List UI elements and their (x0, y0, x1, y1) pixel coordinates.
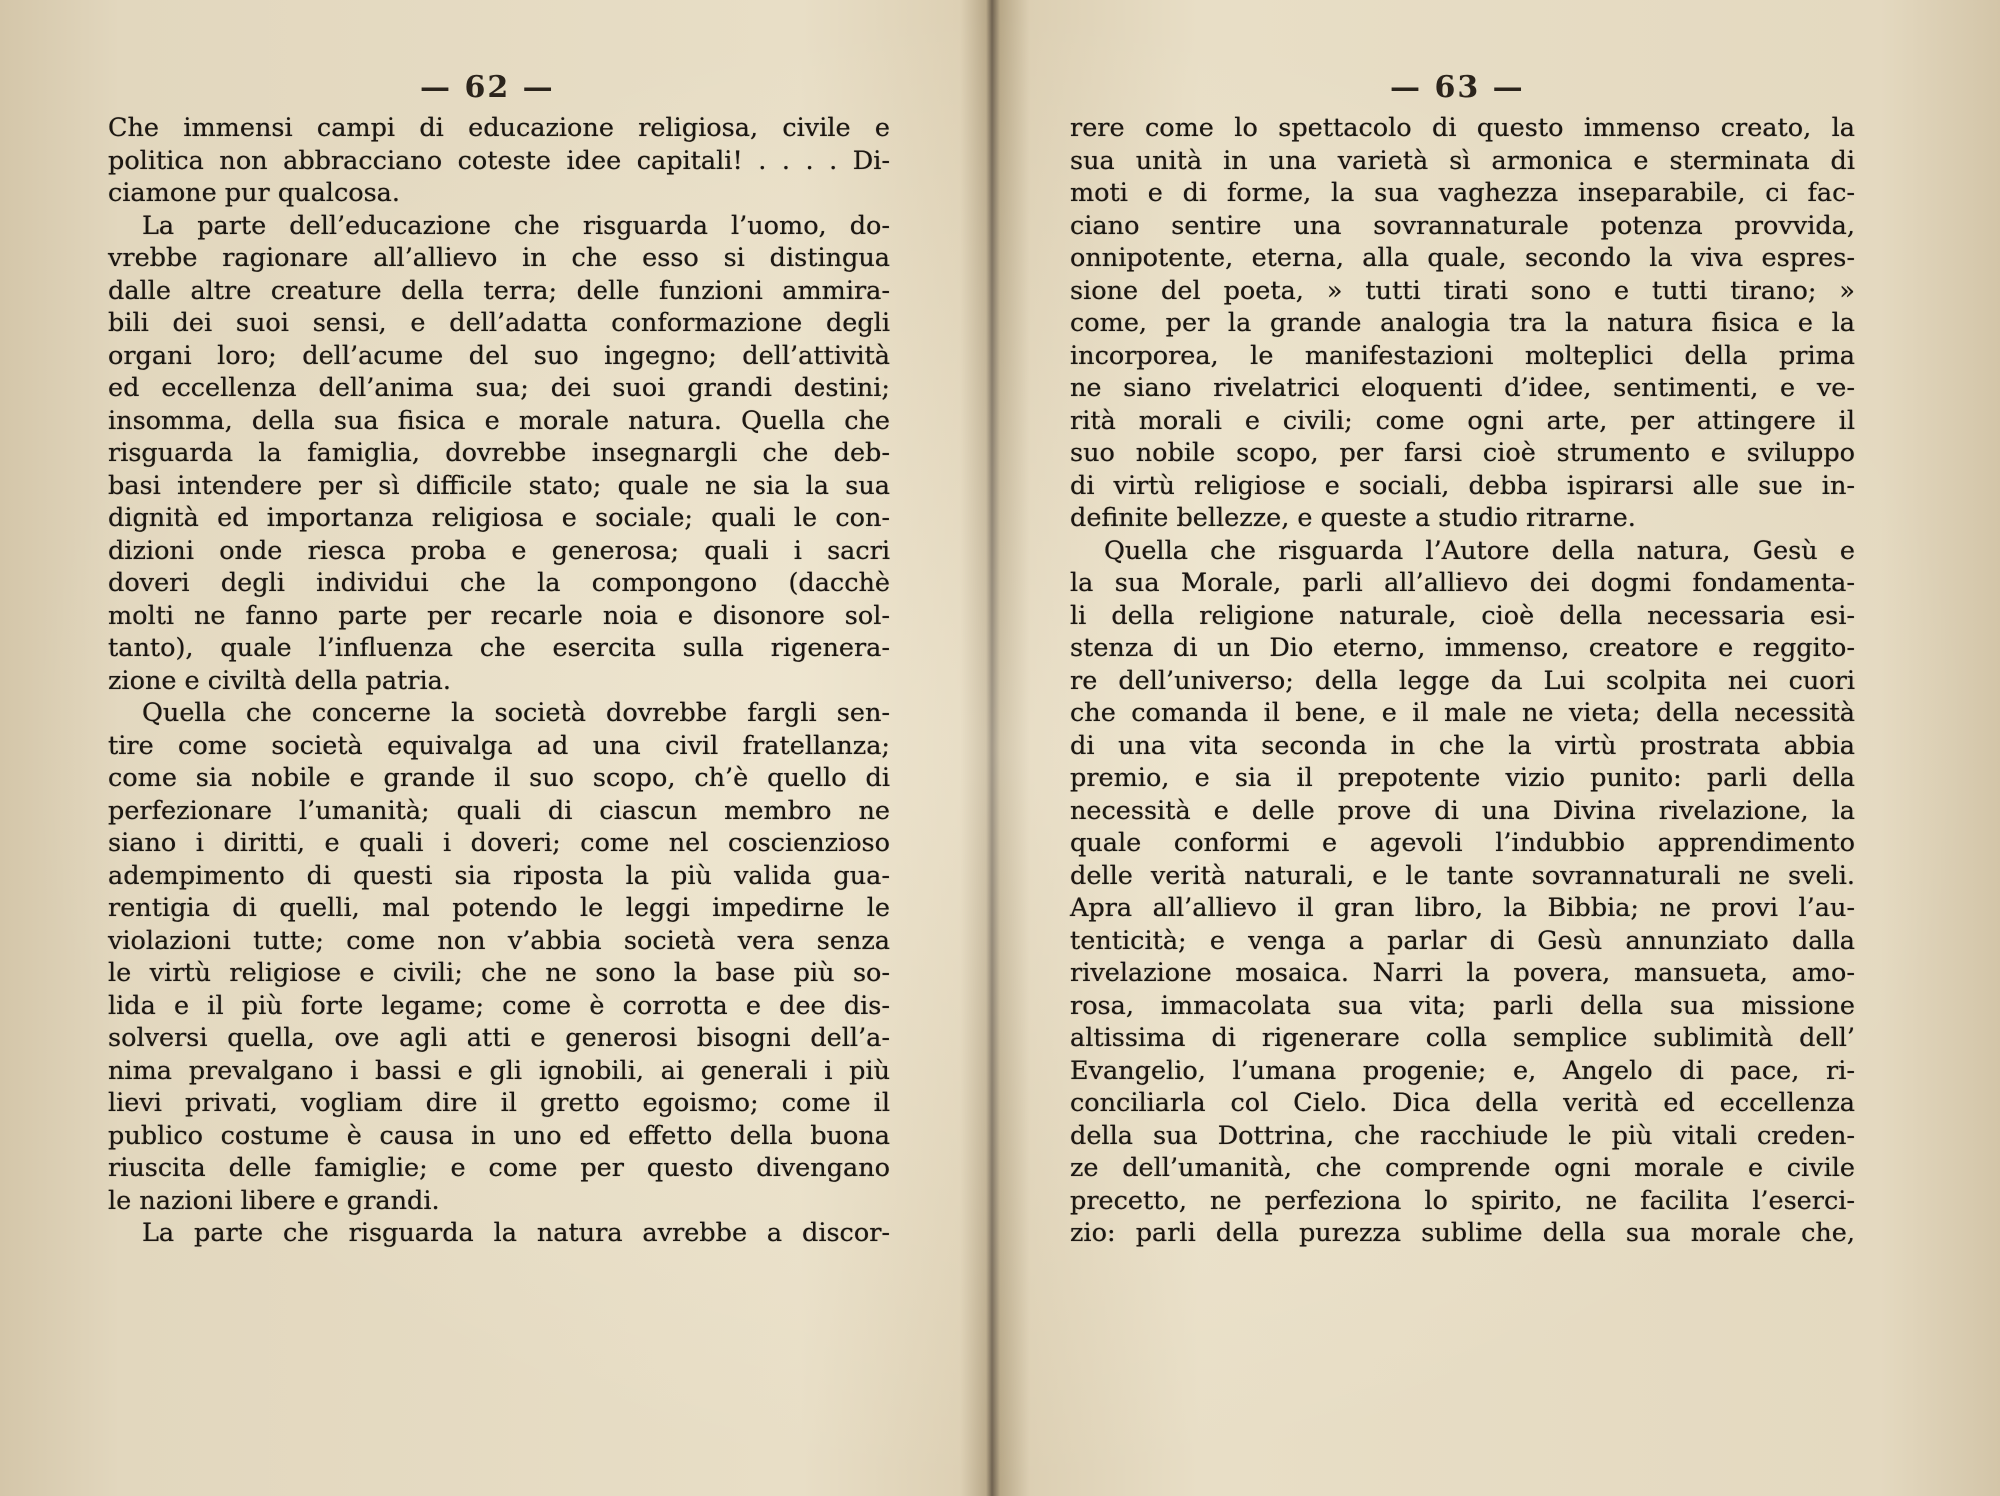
text-line: lida e il più forte legame; come è corrotta e dee dis- (108, 990, 890, 1021)
text-line: ciamone pur qualcosa. (108, 178, 400, 208)
text-line: la sua Morale, parli all’allievo dei dogmi fondamenta- (1070, 568, 1855, 598)
text-line: ed eccellenza dell’anima sua; dei suoi grandi destini; (108, 373, 890, 403)
text-line: tenticità; e venga a parlar di Gesù annunziato dalla (1070, 925, 1855, 956)
text-line: onnipotente, eterna, alla quale, secondo la viva espres- (1070, 243, 1855, 273)
text-line: publico costume è causa in uno ed effetto della buona (108, 1120, 890, 1151)
text-line: tanto), quale l’influenza che esercita sulla rigenera- (108, 633, 890, 663)
text-line: ze dell’umanità, che comprende ogni morale e civile (1070, 1153, 1855, 1183)
text-line: Che immensi campi di educazione religiosa, civile e (108, 113, 890, 143)
text-line: ne siano rivelatrici eloquenti d’idee, sentimenti, e ve- (1070, 373, 1855, 403)
text-line: bili dei suoi sensi, e dell’adatta conformazione degli (108, 308, 890, 338)
text-line: insomma, della sua fisica e morale natura. Quella che (108, 405, 890, 436)
text-line: zione e civiltà della patria. (108, 665, 451, 696)
text-line: le virtù religiose e civili; che ne sono la base più so- (108, 958, 890, 988)
text-line: le nazioni libere e grandi. (108, 1185, 440, 1216)
text-line: vrebbe ragionare all’allievo in che esso si distingua (108, 243, 890, 273)
text-line: molti ne fanno parte per recarle noia e disonore sol- (108, 600, 890, 631)
text-line: che comanda il bene, e il male ne vieta; della necessità (1070, 698, 1855, 728)
text-line: politica non abbracciano coteste idee capitali! . . . . Di- (108, 145, 890, 176)
text-line: quale conformi e agevoli l’indubbio apprendimento (1070, 828, 1855, 858)
text-line: Quella che risguarda l’Autore della natura, Gesù e (1104, 535, 1855, 566)
text-line: dignità ed importanza religiosa e sociale; quali le con- (108, 503, 890, 533)
page-text (108, 112, 890, 1250)
text-line: come sia nobile e grande il suo scopo, ch’è quello di (108, 763, 890, 793)
text-line: La parte dell’educazione che risguarda l’uomo, do- (142, 210, 890, 241)
text-line: conciliarla col Cielo. Dica della verità ed eccellenza (1070, 1088, 1855, 1118)
text-line: violazioni tutte; come non v’abbia società vera senza (108, 925, 890, 956)
text-line: risguarda la famiglia, dovrebbe insegnargli che deb- (108, 438, 890, 468)
page-number: — 63 — (1390, 70, 1525, 105)
text-line: solversi quella, ove agli atti e generosi bisogni dell’a- (108, 1023, 890, 1053)
left-page (0, 0, 980, 1496)
text-line: perfezionare l’umanità; quali di ciascun membro ne (108, 795, 890, 826)
text-line: adempimento di questi sia riposta la più valida gua- (108, 860, 890, 891)
text-line: La parte che risguarda la natura avrebbe a discor- (142, 1218, 890, 1248)
text-line: come, per la grande analogia tra la natura fisica e la (1070, 308, 1855, 338)
text-line: dizioni onde riesca proba e generosa; quali i sacri (108, 535, 890, 566)
text-line: rosa, immacolata sua vita; parli della sua missione (1070, 990, 1855, 1021)
text-line: dalle altre creature della terra; delle funzioni ammira- (108, 275, 890, 306)
text-line: nima prevalgano i bassi e gli ignobili, ai generali i più (108, 1055, 890, 1086)
page-text (1070, 112, 1855, 1250)
text-line: necessità e delle prove di una Divina rivelazione, la (1070, 795, 1855, 826)
text-line: delle verità naturali, e le tante sovrannaturali ne sveli. (1070, 860, 1855, 891)
text-line: sua unità in una varietà sì armonica e sterminata di (1070, 145, 1855, 176)
text-line: altissima di rigenerare colla semplice sublimità dell’ (1070, 1023, 1855, 1053)
text-line: suo nobile scopo, per farsi cioè strumento e sviluppo (1070, 438, 1855, 468)
text-line: rità morali e civili; come ogni arte, per attingere il (1070, 405, 1855, 436)
text-line: definite bellezze, e queste a studio ritrarne. (1070, 503, 1636, 533)
text-line: lievi privati, vogliam dire il gretto egoismo; come il (108, 1088, 890, 1118)
text-line: premio, e sia il prepotente vizio punito: parli della (1070, 763, 1855, 793)
text-line: tire come società equivalga ad una civil fratellanza; (108, 730, 890, 761)
text-line: zio: parli della purezza sublime della sua morale che, (1070, 1218, 1855, 1248)
text-line: re dell’universo; della legge da Lui scolpita nei cuori (1070, 665, 1855, 696)
text-line: della sua Dottrina, che racchiude le più vitali creden- (1070, 1120, 1855, 1151)
text-line: stenza di un Dio eterno, immenso, creatore e reggito- (1070, 633, 1855, 663)
text-line: riuscita delle famiglie; e come per questo divengano (108, 1153, 890, 1183)
text-line: li della religione naturale, cioè della necessaria esi- (1070, 600, 1855, 631)
text-line: sione del poeta, » tutti tirati sono e tutti tirano; » (1070, 275, 1855, 306)
text-line: Quella che concerne la società dovrebbe fargli sen- (142, 698, 890, 728)
text-line: doveri degli individui che la compongono (dacchè (108, 568, 890, 598)
page-number: — 62 — (420, 70, 555, 105)
text-line: moti e di forme, la sua vaghezza inseparabile, ci fac- (1070, 178, 1855, 208)
text-line: organi loro; dell’acume del suo ingegno; dell’attività (108, 340, 890, 371)
text-line: di virtù religiose e sociali, debba ispirarsi alle sue in- (1070, 470, 1855, 501)
text-line: siano i diritti, e quali i doveri; come nel coscienzioso (108, 828, 890, 858)
text-line: basi intendere per sì difficile stato; quale ne sia la sua (108, 470, 890, 501)
text-line: incorporea, le manifestazioni molteplici della prima (1070, 340, 1855, 371)
text-line: precetto, ne perfeziona lo spirito, ne facilita l’eserci- (1070, 1185, 1855, 1216)
text-line: ciano sentire una sovrannaturale potenza provvida, (1070, 210, 1855, 241)
text-line: Evangelio, l’umana progenie; e, Angelo di pace, ri- (1070, 1055, 1855, 1086)
text-line: di una vita seconda in che la virtù prostrata abbia (1070, 730, 1855, 761)
right-page (990, 0, 2000, 1496)
text-line: rivelazione mosaica. Narri la povera, mansueta, amo- (1070, 958, 1855, 988)
text-line: Apra all’allievo il gran libro, la Bibbia; ne provi l’au- (1070, 893, 1855, 923)
text-line: rere come lo spettacolo di questo immenso creato, la (1070, 113, 1855, 143)
text-line: rentigia di quelli, mal potendo le leggi impedirne le (108, 893, 890, 923)
